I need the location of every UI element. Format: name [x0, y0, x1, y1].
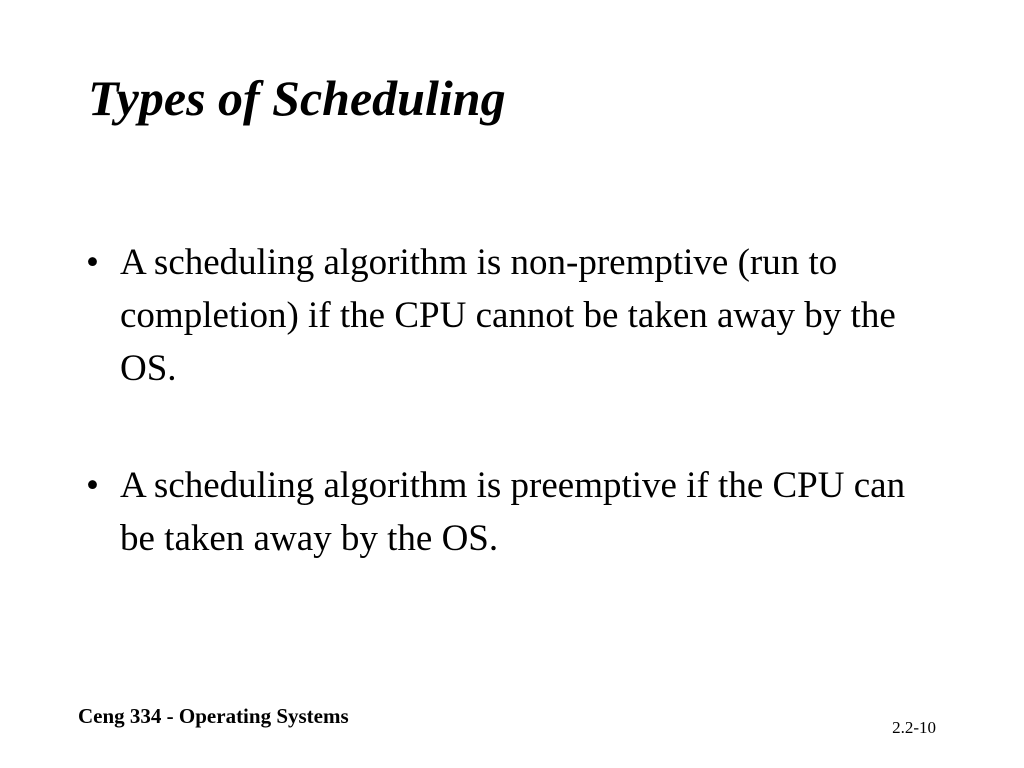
bullet-item [86, 459, 946, 565]
footer-slide-number: 2.2-10 [892, 718, 936, 737]
bullet-list [86, 236, 946, 565]
bullet-text: A scheduling algorithm is preemptive if the CPU can be taken away by the OS. [120, 465, 906, 559]
bullet-marker: • [86, 242, 99, 283]
bullet-marker: • [86, 465, 99, 506]
bullet-item [86, 236, 946, 395]
footer-course-name: Ceng 334 - Operating Systems [78, 704, 349, 728]
bullet-text: A scheduling algorithm is non-premptive (run to completion) if the CPU cannot be taken away by the OS. [120, 242, 896, 389]
slide-title: Types of Scheduling [88, 70, 506, 126]
